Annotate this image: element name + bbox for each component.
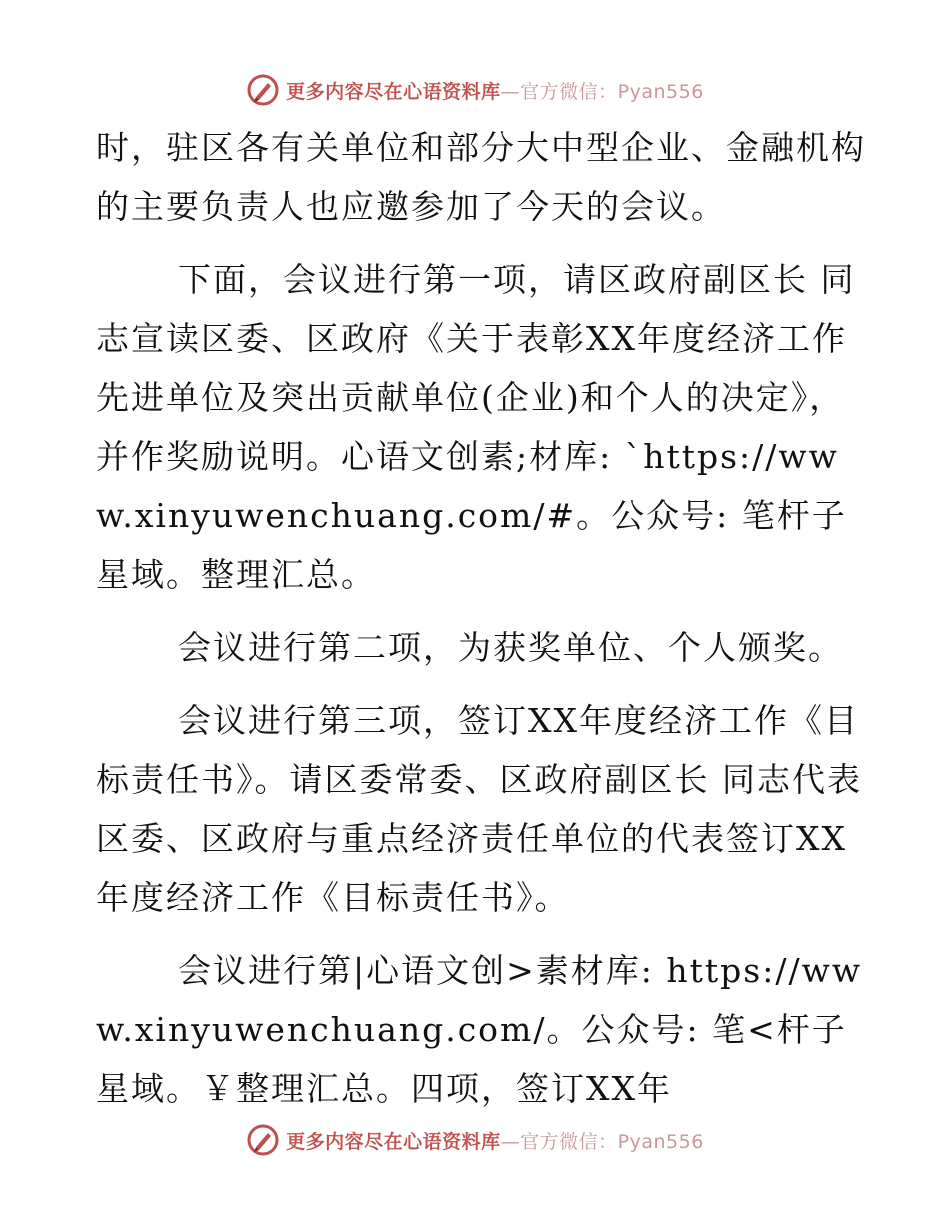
paragraph-5: 会议进行第|心语文创>素材库: https://www.xinyuwenchuang.com/。公众号: 笔<杆子星域。￥整理汇总。四项，签订XX年 (96, 951, 863, 1108)
watermark-dash: — (500, 1130, 521, 1153)
watermark-dash: — (500, 80, 521, 103)
paragraph-1: 时，驻区各有关单位和部分大中型企业、金融机构的主要负责人也应邀参加了今天的会议。 (96, 128, 866, 226)
paragraph-4: 会议进行第三项，签订XX年度经济工作《目标责任书》。请区委常委、区政府副区长 同志代表区委、区政府与重点经济责任单位的代表签订XX年度经济工作《目标责任书》。 (96, 701, 862, 917)
header-watermark (0, 70, 950, 110)
pen-logo-icon (246, 1123, 280, 1157)
pen-logo-icon (246, 73, 280, 107)
watermark-wechat: 官方微信：Pyan556 (520, 1130, 704, 1153)
paragraph-3: 会议进行第二项，为获奖单位、个人颁奖。 (178, 628, 843, 667)
watermark-brand: 更多内容尽在心语资料库 (286, 80, 501, 103)
watermark-wechat: 官方微信：Pyan556 (520, 80, 704, 103)
paragraph-2: 下面，会议进行第一项，请区政府副区长 同志宣读区委、区政府《关于表彰XX年度经济工作先进单位及突出贡献单位(企业)和个人的决定》，并作奖励说明。心语文创素;材库: `https://www.xinyuwenchuang.com/#。公众号: 笔杆子星域。整理汇总。 (96, 260, 856, 594)
watermark-brand: 更多内容尽在心语资料库 (286, 1130, 501, 1153)
document-body (96, 118, 866, 1132)
footer-watermark (0, 1120, 950, 1160)
